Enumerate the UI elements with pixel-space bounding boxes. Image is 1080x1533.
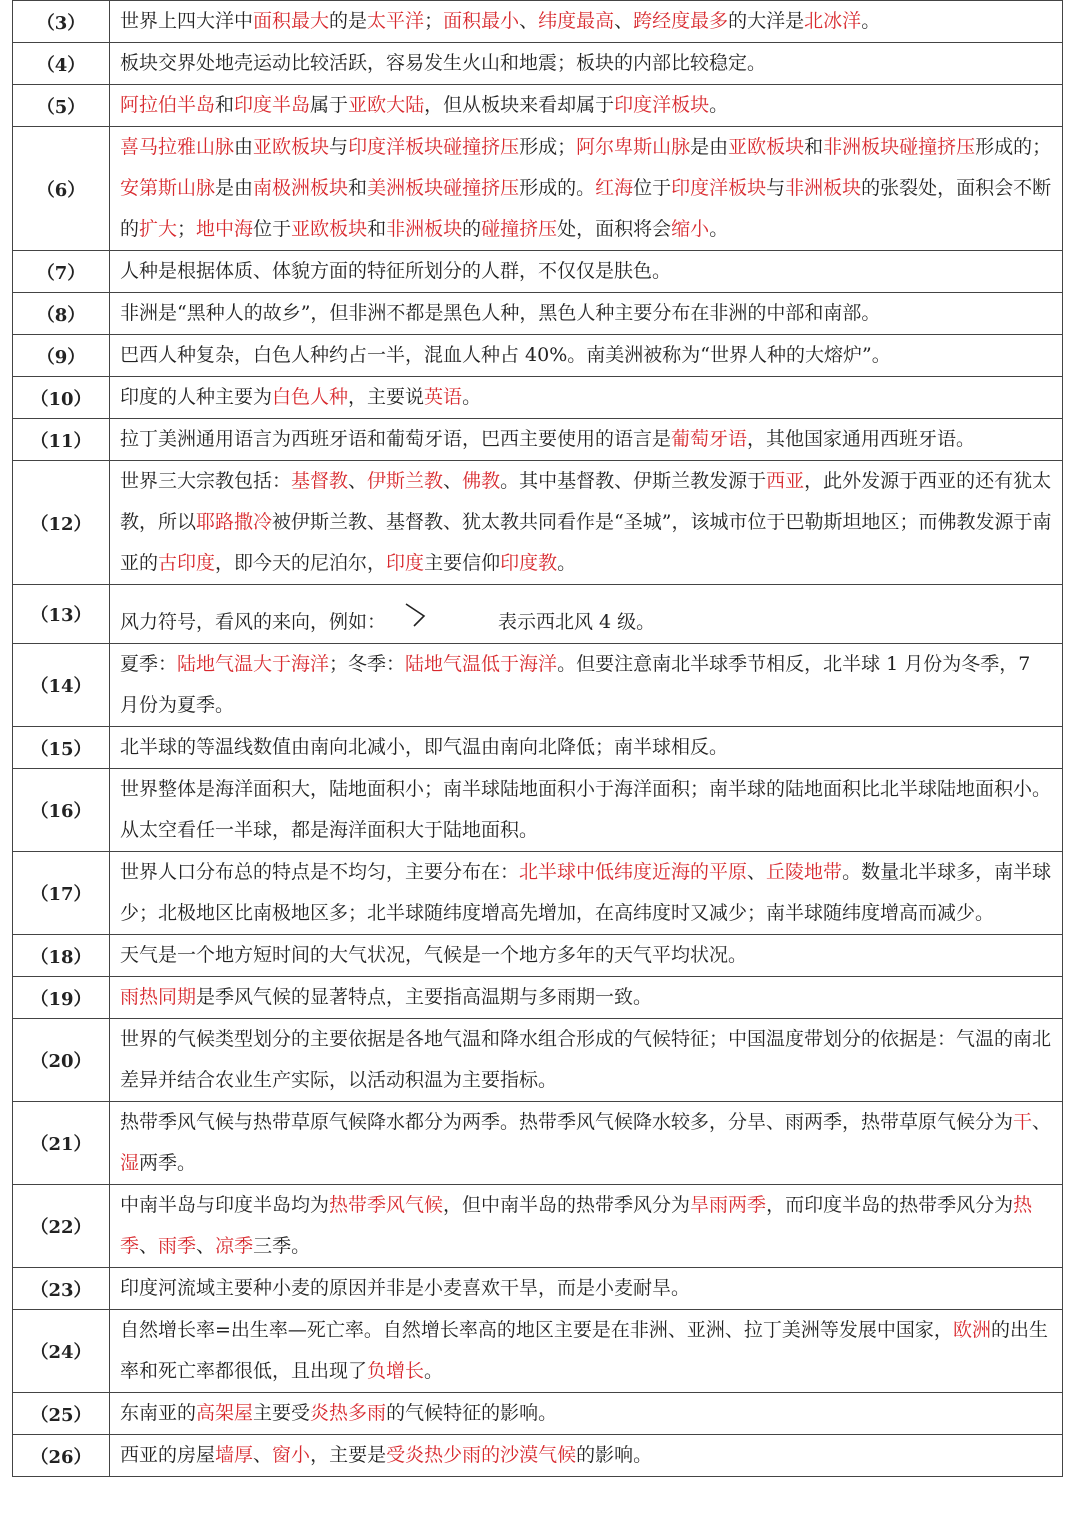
item-number: （13） bbox=[13, 585, 110, 644]
item-text bbox=[110, 419, 1063, 461]
text-segment: 位于 bbox=[253, 218, 292, 240]
highlighted-keyword: 非洲板块碰撞挤压 bbox=[823, 136, 976, 158]
highlighted-keyword: 陆地气温低于海洋 bbox=[405, 653, 558, 675]
item-text bbox=[110, 769, 1063, 852]
item-text bbox=[110, 585, 1063, 644]
text-segment: 和 bbox=[348, 177, 368, 199]
highlighted-keyword: 安第斯山脉 bbox=[120, 177, 216, 199]
text-segment: 中南半岛与印度半岛均为 bbox=[120, 1194, 330, 1216]
item-number: （4） bbox=[13, 43, 110, 85]
text-segment: 的大洋是 bbox=[728, 10, 805, 32]
item-text bbox=[110, 1, 1063, 43]
highlighted-keyword: 南极洲板块 bbox=[253, 177, 349, 199]
highlighted-keyword: 佛教 bbox=[462, 470, 501, 492]
text-segment: 印度的人种主要为 bbox=[120, 386, 273, 408]
text-segment: ； bbox=[177, 218, 197, 240]
text-segment: 。 bbox=[424, 1360, 444, 1382]
highlighted-keyword: 面积最小 bbox=[443, 10, 520, 32]
table-row bbox=[13, 293, 1063, 335]
item-number: （26） bbox=[13, 1435, 110, 1477]
item-number: （5） bbox=[13, 85, 110, 127]
text-segment: 、 bbox=[139, 1235, 159, 1257]
text-segment: 。但要注意南北半球季节相反，北半球 1 月份为冬季，7 月份为夏季。 bbox=[120, 653, 1031, 716]
text-segment: 北半球的等温线数值由南向北减小，即气温由南向北降低；南半球相反。 bbox=[120, 736, 729, 758]
text-segment: 三季。 bbox=[253, 1235, 311, 1257]
item-number: （25） bbox=[13, 1393, 110, 1435]
highlighted-keyword: 阿尔卑斯山脉 bbox=[576, 136, 691, 158]
text-segment: 、 bbox=[614, 10, 634, 32]
text-segment: 世界人口分布总的特点是不均匀，主要分布在： bbox=[120, 861, 520, 883]
highlighted-keyword: 碰撞挤压 bbox=[481, 218, 558, 240]
text-segment: 风力符号，看风的来向，例如： bbox=[120, 611, 387, 633]
item-number: （7） bbox=[13, 251, 110, 293]
item-number: （22） bbox=[13, 1185, 110, 1268]
item-text bbox=[110, 727, 1063, 769]
text-segment: 表示西北风 4 级。 bbox=[498, 611, 656, 633]
highlighted-keyword: 葡萄牙语 bbox=[671, 428, 748, 450]
highlighted-keyword: 喜马拉雅山脉 bbox=[120, 136, 235, 158]
item-number: （11） bbox=[13, 419, 110, 461]
item-text bbox=[110, 1185, 1063, 1268]
text-segment: 的出生率和死亡率都很低，且出现了 bbox=[120, 1319, 1048, 1382]
highlighted-keyword: 印度洋板块碰撞挤压 bbox=[348, 136, 520, 158]
highlighted-keyword: 印度半岛 bbox=[234, 94, 311, 116]
highlighted-keyword: 负增长 bbox=[367, 1360, 425, 1382]
text-segment: ，主要是 bbox=[310, 1444, 387, 1466]
highlighted-keyword: 阿拉伯半岛 bbox=[120, 94, 216, 116]
highlighted-keyword: 受炎热少雨的沙漠气候 bbox=[386, 1444, 577, 1466]
highlighted-keyword: 陆地气温大于海洋 bbox=[177, 653, 330, 675]
item-text bbox=[110, 1268, 1063, 1310]
table-row bbox=[13, 1102, 1063, 1185]
table-row bbox=[13, 1019, 1063, 1102]
table-row bbox=[13, 769, 1063, 852]
item-text bbox=[110, 1019, 1063, 1102]
item-number: （16） bbox=[13, 769, 110, 852]
item-text bbox=[110, 43, 1063, 85]
item-number: （10） bbox=[13, 377, 110, 419]
highlighted-keyword: 欧洲 bbox=[952, 1319, 991, 1341]
text-segment: ，但从板块来看却属于 bbox=[424, 94, 615, 116]
text-segment: 、 bbox=[1032, 1111, 1052, 1133]
highlighted-keyword: 湿 bbox=[120, 1152, 140, 1174]
text-segment: 人种是根据体质、体貌方面的特征所划分的人群，不仅仅是肤色。 bbox=[120, 260, 672, 282]
highlighted-keyword: 西亚 bbox=[766, 470, 805, 492]
text-segment: 。 bbox=[462, 386, 482, 408]
highlighted-keyword: 印度教 bbox=[500, 552, 558, 574]
item-number: （24） bbox=[13, 1310, 110, 1393]
item-text bbox=[110, 461, 1063, 585]
text-segment: 巴西人种复杂，白色人种约占一半，混血人种占 40%。南美洲被称为“世界人种的大熔炉”。 bbox=[120, 344, 891, 366]
item-number: （23） bbox=[13, 1268, 110, 1310]
highlighted-keyword: 伊斯兰教 bbox=[367, 470, 444, 492]
highlighted-keyword: 扩大 bbox=[139, 218, 178, 240]
table-row bbox=[13, 1, 1063, 43]
highlighted-keyword: 热带季风气候 bbox=[329, 1194, 444, 1216]
item-text bbox=[110, 1102, 1063, 1185]
table-row bbox=[13, 935, 1063, 977]
text-segment: 主要受 bbox=[253, 1402, 311, 1424]
highlighted-keyword: 纬度最高 bbox=[538, 10, 615, 32]
item-number: （21） bbox=[13, 1102, 110, 1185]
highlighted-keyword: 太平洋 bbox=[367, 10, 425, 32]
highlighted-keyword: 亚欧板块 bbox=[728, 136, 805, 158]
highlighted-keyword: 英语 bbox=[424, 386, 463, 408]
table-row bbox=[13, 1310, 1063, 1393]
highlighted-keyword: 美洲板块碰撞挤压 bbox=[367, 177, 520, 199]
highlighted-keyword: 雨季 bbox=[158, 1235, 197, 1257]
text-segment: 是由 bbox=[215, 177, 254, 199]
text-segment: 世界的气候类型划分的主要依据是各地气温和降水组合形成的气候特征；中国温度带划分的依据是：气温的南北差异并结合农业生产实际，以活动积温为主要指标。 bbox=[120, 1028, 1052, 1091]
item-number: （8） bbox=[13, 293, 110, 335]
table-row bbox=[13, 852, 1063, 935]
highlighted-keyword: 跨经度最多 bbox=[633, 10, 729, 32]
table-row bbox=[13, 1393, 1063, 1435]
text-segment: 被伊斯兰教、基督教、犹太教共同看作是“圣城”，该城市位于巴勒斯坦地区；而佛教发源于南亚的 bbox=[120, 511, 1052, 574]
highlighted-keyword: 缩小 bbox=[671, 218, 710, 240]
highlighted-keyword: 北冰洋 bbox=[804, 10, 862, 32]
text-segment: 和 bbox=[367, 218, 387, 240]
highlighted-keyword: 耶路撒冷 bbox=[196, 511, 273, 533]
text-segment: ，而印度半岛的热带季风分为 bbox=[766, 1194, 1014, 1216]
highlighted-keyword: 红海 bbox=[595, 177, 634, 199]
text-segment: ，即今天的尼泊尔， bbox=[215, 552, 387, 574]
text-segment: 、 bbox=[443, 470, 463, 492]
highlighted-keyword: 白色人种 bbox=[272, 386, 349, 408]
text-segment: 和 bbox=[215, 94, 235, 116]
item-number: （12） bbox=[13, 461, 110, 585]
highlighted-keyword: 旱雨两季 bbox=[690, 1194, 767, 1216]
item-text bbox=[110, 1310, 1063, 1393]
item-number: （14） bbox=[13, 644, 110, 727]
item-number: （18） bbox=[13, 935, 110, 977]
text-segment: 天气是一个地方短时间的大气状况，气候是一个地方多年的天气平均状况。 bbox=[120, 944, 748, 966]
text-segment: 、 bbox=[348, 470, 368, 492]
table-row bbox=[13, 251, 1063, 293]
text-segment: 拉丁美洲通用语言为西班牙语和葡萄牙语，巴西主要使用的语言是 bbox=[120, 428, 672, 450]
table-row bbox=[13, 335, 1063, 377]
text-segment: 。 bbox=[709, 94, 729, 116]
text-segment: 和 bbox=[804, 136, 824, 158]
highlighted-keyword: 北半球中低纬度近海的平原 bbox=[519, 861, 748, 883]
item-text bbox=[110, 1435, 1063, 1477]
highlighted-keyword: 亚欧板块 bbox=[291, 218, 368, 240]
highlighted-keyword: 干 bbox=[1013, 1111, 1033, 1133]
text-segment: 夏季： bbox=[120, 653, 178, 675]
text-segment: 的影响。 bbox=[576, 1444, 653, 1466]
text-segment: 。 bbox=[557, 552, 577, 574]
text-segment: 由 bbox=[234, 136, 254, 158]
text-segment: 形成的。 bbox=[519, 177, 596, 199]
item-text bbox=[110, 335, 1063, 377]
item-number: （20） bbox=[13, 1019, 110, 1102]
item-number: （6） bbox=[13, 127, 110, 251]
table-row bbox=[13, 127, 1063, 251]
text-segment: 形成； bbox=[519, 136, 577, 158]
highlighted-keyword: 炎热多雨 bbox=[310, 1402, 387, 1424]
text-segment: 。其中基督教、伊斯兰教发源于 bbox=[500, 470, 767, 492]
text-segment: 的气候特征的影响。 bbox=[386, 1402, 558, 1424]
item-number: （3） bbox=[13, 1, 110, 43]
item-number: （15） bbox=[13, 727, 110, 769]
text-segment: 属于 bbox=[310, 94, 349, 116]
table-row bbox=[13, 585, 1063, 644]
text-segment: 与 bbox=[766, 177, 786, 199]
table-row bbox=[13, 644, 1063, 727]
highlighted-keyword: 古印度 bbox=[158, 552, 216, 574]
item-text bbox=[110, 977, 1063, 1019]
text-segment: 、 bbox=[747, 861, 767, 883]
highlighted-keyword: 基督教 bbox=[291, 470, 349, 492]
item-text bbox=[110, 1393, 1063, 1435]
text-segment: ，此外发源于西亚的还有犹太教，所以 bbox=[120, 470, 1052, 533]
item-text bbox=[110, 127, 1063, 251]
table-row bbox=[13, 461, 1063, 585]
highlighted-keyword: 亚欧板块 bbox=[253, 136, 330, 158]
text-segment: 西亚的房屋 bbox=[120, 1444, 216, 1466]
highlighted-keyword: 热季 bbox=[120, 1194, 1033, 1257]
text-segment: 。 bbox=[709, 218, 729, 240]
table-row bbox=[13, 419, 1063, 461]
highlighted-keyword: 高架屋 bbox=[196, 1402, 254, 1424]
highlighted-keyword: 雨热同期 bbox=[120, 986, 197, 1008]
item-number: （9） bbox=[13, 335, 110, 377]
text-segment: 处，面积将会 bbox=[557, 218, 672, 240]
item-number: （17） bbox=[13, 852, 110, 935]
text-segment: 世界三大宗教包括： bbox=[120, 470, 292, 492]
highlighted-keyword: 非洲板块 bbox=[785, 177, 862, 199]
item-number: （19） bbox=[13, 977, 110, 1019]
text-segment: 、 bbox=[196, 1235, 216, 1257]
highlighted-keyword: 非洲板块 bbox=[386, 218, 463, 240]
table-row bbox=[13, 377, 1063, 419]
text-segment: 是季风气候的显著特点，主要指高温期与多雨期一致。 bbox=[196, 986, 653, 1008]
table-row bbox=[13, 1185, 1063, 1268]
highlighted-keyword: 印度洋板块 bbox=[614, 94, 710, 116]
text-segment: 的张裂处，面积会不断的 bbox=[120, 177, 1052, 240]
highlighted-keyword: 面积最大 bbox=[253, 10, 330, 32]
text-segment: 印度河流域主要种小麦的原因并非是小麦喜欢干旱，而是小麦耐旱。 bbox=[120, 1277, 691, 1299]
text-segment: 与 bbox=[329, 136, 349, 158]
text-segment: ；冬季： bbox=[329, 653, 406, 675]
text-segment: 世界上四大洋中 bbox=[120, 10, 254, 32]
table-row bbox=[13, 43, 1063, 85]
table-body bbox=[13, 1, 1063, 1477]
item-text bbox=[110, 251, 1063, 293]
text-segment: 板块交界处地壳运动比较活跃，容易发生火山和地震；板块的内部比较稳定。 bbox=[120, 52, 767, 74]
item-text bbox=[110, 293, 1063, 335]
text-segment: 是由 bbox=[690, 136, 729, 158]
highlighted-keyword: 地中海 bbox=[196, 218, 254, 240]
text-segment: 。 bbox=[861, 10, 881, 32]
text-segment: 的是 bbox=[329, 10, 368, 32]
item-text bbox=[110, 377, 1063, 419]
item-text bbox=[110, 935, 1063, 977]
text-segment: 非洲是“黑种人的故乡”，但非洲不都是黑色人种，黑色人种主要分布在非洲的中部和南部。 bbox=[120, 302, 881, 324]
table-row bbox=[13, 727, 1063, 769]
text-segment: 东南亚的 bbox=[120, 1402, 197, 1424]
highlighted-keyword: 印度 bbox=[386, 552, 425, 574]
text-segment: 、 bbox=[519, 10, 539, 32]
text-segment: 主要信仰 bbox=[424, 552, 501, 574]
item-text bbox=[110, 644, 1063, 727]
text-segment: ； bbox=[424, 10, 444, 32]
text-segment: 形成的； bbox=[975, 136, 1052, 158]
table-row bbox=[13, 977, 1063, 1019]
text-segment: ，主要说 bbox=[348, 386, 425, 408]
knowledge-points-table bbox=[12, 0, 1063, 1477]
wind-symbol-icon bbox=[402, 602, 452, 632]
text-segment: 。数量北半球多，南半球少；北极地区比南极地区多；北半球随纬度增高先增加，在高纬度时又减少；南半球随纬度增高而减少。 bbox=[120, 861, 1052, 924]
highlighted-keyword: 印度洋板块 bbox=[671, 177, 767, 199]
item-text bbox=[110, 852, 1063, 935]
text-segment: 世界整体是海洋面积大，陆地面积小；南半球陆地面积小于海洋面积；南半球的陆地面积比北半球陆地面积小。从太空看任一半球，都是海洋面积大于陆地面积。 bbox=[120, 778, 1052, 841]
table-row bbox=[13, 85, 1063, 127]
text-segment: 的 bbox=[462, 218, 482, 240]
highlighted-keyword: 窗小 bbox=[272, 1444, 311, 1466]
text-segment: ，其他国家通用西班牙语。 bbox=[747, 428, 976, 450]
text-segment: 自然增长率=出生率—死亡率。自然增长率高的地区主要是在非洲、亚洲、拉丁美洲等发展中国家， bbox=[120, 1319, 953, 1341]
highlighted-keyword: 亚欧大陆 bbox=[348, 94, 425, 116]
table-row bbox=[13, 1268, 1063, 1310]
highlighted-keyword: 凉季 bbox=[215, 1235, 254, 1257]
text-segment: 、 bbox=[253, 1444, 273, 1466]
highlighted-keyword: 墙厚 bbox=[215, 1444, 254, 1466]
text-segment: ，但中南半岛的热带季风分为 bbox=[443, 1194, 691, 1216]
table-row bbox=[13, 1435, 1063, 1477]
item-text bbox=[110, 85, 1063, 127]
highlighted-keyword: 丘陵地带 bbox=[766, 861, 843, 883]
text-segment: 位于 bbox=[633, 177, 672, 199]
text-segment: 两季。 bbox=[139, 1152, 197, 1174]
text-segment: 热带季风气候与热带草原气候降水都分为两季。热带季风气候降水较多，分旱、雨两季，热带草原气候分为 bbox=[120, 1111, 1014, 1133]
